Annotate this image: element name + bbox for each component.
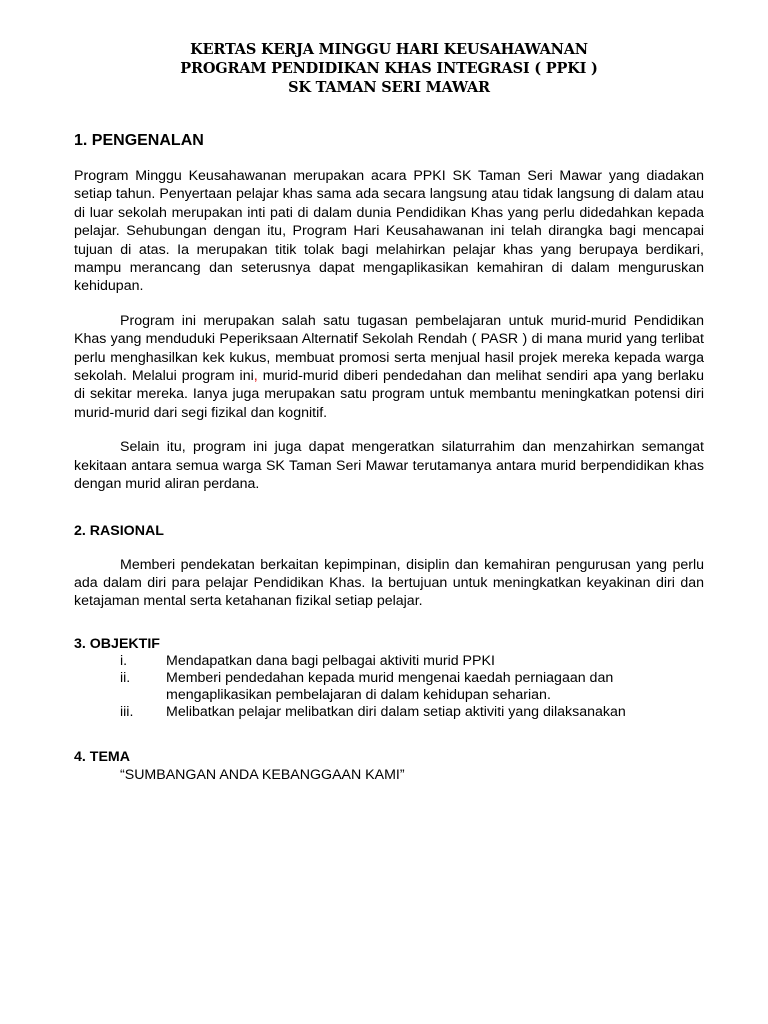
title-line-2: PROGRAM PENDIDIKAN KHAS INTEGRASI ( PPKI ) [180, 60, 598, 77]
section-heading-pengenalan: 1. PENGENALAN [74, 132, 204, 149]
highlighted-comma: , [253, 368, 258, 385]
title-line-1: KERTAS KERJA MINGGU HARI KEUSAHAWANAN [190, 41, 588, 58]
document-page [74, 40, 704, 784]
list-item-number: i. [120, 652, 128, 669]
section-gap [74, 722, 704, 748]
list-item-text: Melibatkan pelajar melibatkan diri dalam setiap aktiviti yang dilaksanakan [166, 704, 626, 721]
section-tema [74, 748, 704, 784]
rasional-paragraph: Memberi pendekatan berkaitan kepimpinan, disiplin dan kemahiran pengurusan yang perlu ada dalam diri para pelajar Pendidikan Khas. Ia bertujuan untuk meningkatkan keyakinan diri dan ketajaman mental serta ketahanan fizikal setiap pelajar. [74, 556, 704, 610]
document-title [74, 40, 704, 97]
section-gap [74, 611, 704, 635]
list-item-text: Memberi pendedahan kepada murid mengenai kaedah perniagaan dan mengaplikasikan pembelajaran di dalam kehidupan seharian. [166, 669, 614, 704]
list-item [74, 670, 704, 704]
section-objektif [74, 635, 704, 722]
list-item-number: ii. [120, 669, 131, 686]
list-item-text: Mendapatkan dana bagi pelbagai aktiviti murid PPKI [166, 652, 495, 669]
section-heading-objektif: 3. OBJEKTIF [74, 635, 160, 652]
paragraph-gap [74, 296, 704, 312]
section-gap [74, 494, 704, 522]
theme-text: “SUMBANGAN ANDA KEBANGGAAN KAMI” [120, 766, 405, 783]
objektif-list [74, 653, 704, 722]
section-heading-tema: 4. TEMA [74, 748, 130, 765]
list-item [74, 653, 704, 670]
pengenalan-paragraph-3: Selain itu, program ini juga dapat mengeratkan silaturrahim dan menzahirkan semangat kekitaan antara semua warga SK Taman Seri Mawar terutamanya antara murid berpendidikan khas dengan murid aliran perdana. [74, 439, 704, 493]
pengenalan-paragraph-2-part-1: Program ini merupakan salah satu tugasan pembelajaran untuk murid-murid Pendidikan Khas yang menduduki Peperiksaan Alternatif Sekolah Rendah ( PASR ) di mana murid yang terlibat perlu menghasilkan kek kukus, membuat promosi serta menjual hasil projek mereka kepada warga sekolah. Melalui program ini [74, 312, 704, 385]
pengenalan-paragraph-1: Program Minggu Keusahawanan merupakan acara PPKI SK Taman Seri Mawar yang diadakan setiap tahun. Penyertaan pelajar khas sama ada secara langsung atau tidak langsung di dalam atau di luar sekolah merupakan inti pati di dalam dunia Pendidikan Khas yang perlu didedahkan kepada pelajar. Sehubungan dengan itu, Program Hari Keusahawanan ini telah dirangka bagi mencapai tujuan di atas. Ia merupakan titik tolak bagi melahirkan pelajar khas yang berupaya berdikari, mampu merancang dan seterusnya dapat mengaplikasikan kemahiran di dalam menguruskan kehidupan. [74, 168, 704, 295]
pengenalan-paragraph-2-part-2: murid-murid diberi pendedahan dan melihat sendiri apa yang berlaku di sekitar mereka. Ianya juga merupakan satu program untuk membantu meningkatkan potensi diri murid-murid dari segi fizikal dan kognitif. [74, 368, 704, 421]
pengenalan-paragraph-2 [74, 312, 704, 422]
section-rasional [74, 522, 704, 611]
section-heading-rasional: 2. RASIONAL [74, 522, 164, 539]
section-pengenalan [74, 131, 704, 494]
list-item [74, 704, 704, 721]
list-item-number: iii. [120, 704, 134, 721]
paragraph-gap [74, 422, 704, 438]
title-line-3: SK TAMAN SERI MAWAR [288, 79, 490, 96]
